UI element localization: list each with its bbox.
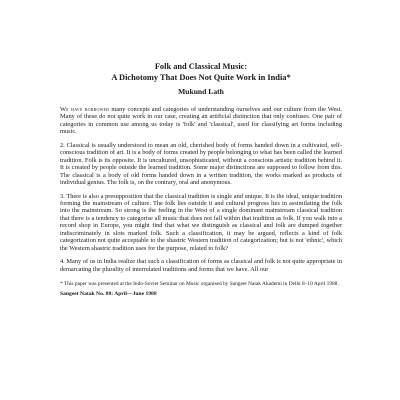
- paragraph-2: [60, 142, 342, 187]
- paragraph-4: [60, 258, 342, 273]
- paragraph-3-text: There is also a presupposition that the classical tradition is single and unique. It is the ideal, unique tradition forming the mainstream of culture. The folk lies outside it and cultural progress lies in assimilating the folk into the mainstream. So strong is the feeling in the West of a single dominant mainstream classical tradition that there is a tendency to categorise all music that does not fall within that tradition as folk. If you walk into a record shop in Europe, you might find that what we distinguish as classical and folk are dumped together indiscriminately in slots marked folk. Such a classification, it may be argued, reflects a kind of folk categorization not quite acceptable to the shastric Western tradition of categorization; but is not 'ethnic', which the Western shastric tradition uses for the purpose, related to folk?: [60, 192, 342, 252]
- paragraph-1-text: many concepts and categories of understanding ourselves and our culture from the West. Many of these do not quite work in our case, creating an artificial distinction that only confuses. One pair of categories in common use among us today is 'folk' and 'classical', used for classifying art forms including music.: [60, 106, 342, 136]
- article-title: [60, 62, 342, 83]
- paragraph-2-lead: 2.: [60, 141, 65, 149]
- article-author: Mukund Lath: [178, 87, 224, 96]
- paragraph-3-lead: 3.: [60, 192, 65, 200]
- paragraph-4-text: Many of us in India realize that such a classification of forms as classical and folk is not quite appropriate in demarcating the plurality of interrelated traditions and forms that we have. All our: [60, 258, 342, 273]
- journal-footer: Sangeet Natak No. 88: April—June 1988: [60, 290, 157, 297]
- paragraph-3: [60, 193, 342, 253]
- paragraph-2-text: Classical is usually understood to mean an old, cherished body of forms handed down in a cultivated, self-conscious tradition of art. It is a body of forms created by people belonging to what has been called the learned tradition. Folk is its opposite. It is uncultured, unsophisticated, without a conscious artistic tradition behind it. It is created by people outside the learned tradition. Some major distinctions are supposed to follow from this. The classical is a body of old forms handed down in a written tradition, the works marked as products of individual genius. The folk is, on the contrary, oral and anonymous.: [60, 141, 342, 187]
- paragraph-4-lead: 4.: [60, 258, 65, 266]
- footnote: * This paper was presented at the Indo-Soviet Seminar on Music organised by Sangeet Natak Akademi in Delhi 8–10 April 1988.: [60, 281, 339, 288]
- article-title-line-1: Folk and Classical Music:: [154, 62, 248, 71]
- paragraph-1-lead: We have borrowed: [60, 106, 110, 113]
- paragraph-1: [60, 106, 342, 136]
- article-title-line-2: A Dichotomy That Does Not Quite Work in India*: [111, 72, 291, 82]
